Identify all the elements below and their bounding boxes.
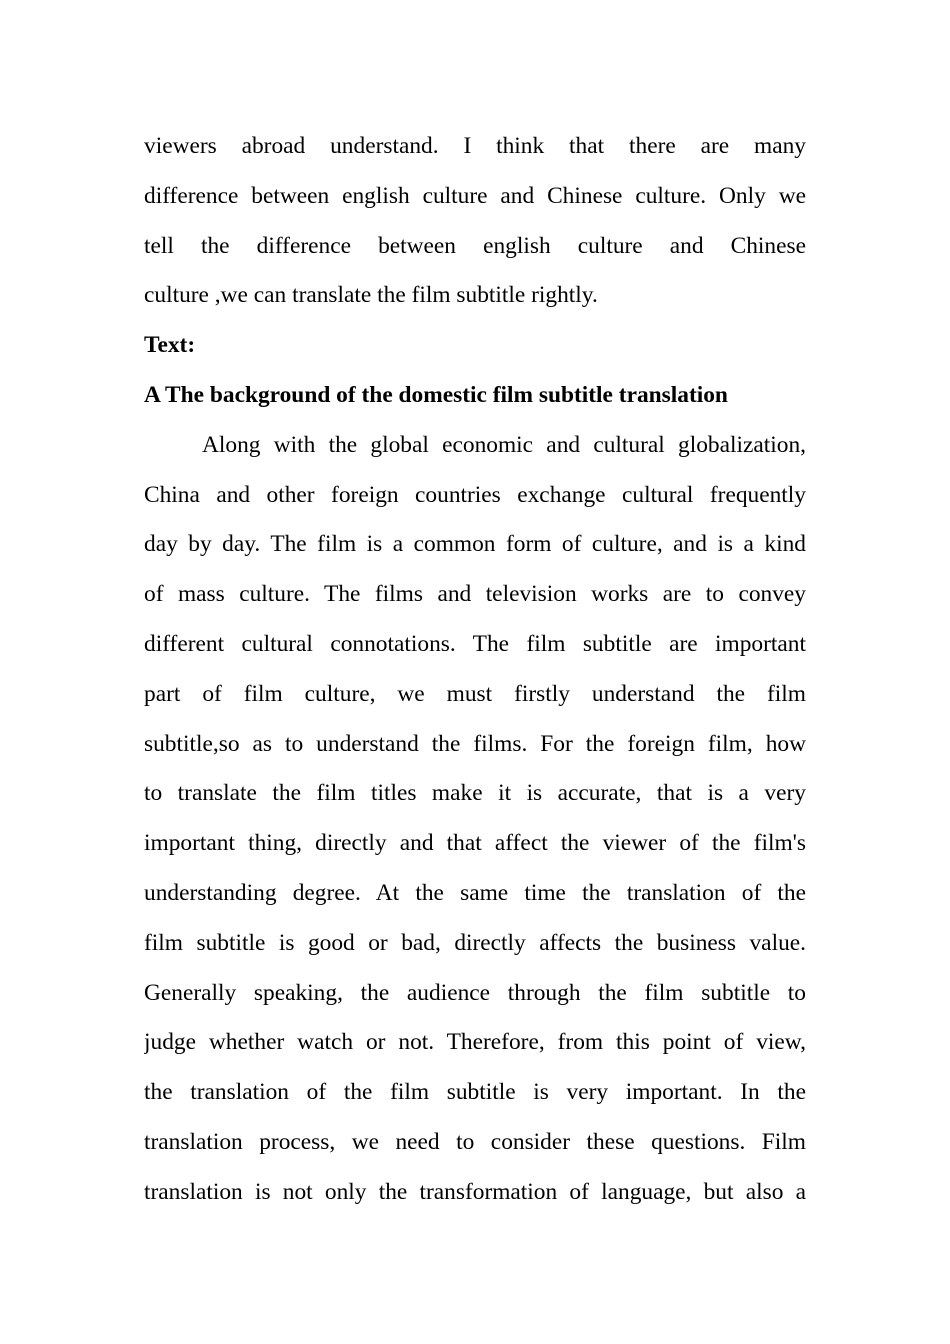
intro-line: culture ,we can translate the film subtitle rightly. [144, 282, 598, 309]
body-line: different cultural connotations. The film subtitle are important [144, 630, 806, 657]
intro-line: tell the difference between english culture and Chinese [144, 232, 806, 259]
body-line: Along with the global economic and cultural globalization, [202, 431, 806, 458]
intro-line: difference between english culture and Chinese culture. Only we [144, 182, 806, 209]
intro-line: viewers abroad understand. I think that there are many [144, 133, 806, 159]
body-line: part of film culture, we must firstly understand the film [144, 680, 806, 707]
body-line: film subtitle is good or bad, directly affects the business value. [144, 929, 806, 956]
body-line: understanding degree. At the same time the translation of the [144, 879, 806, 906]
section-heading: A The background of the domestic film subtitle translation [144, 381, 728, 408]
body-line: of mass culture. The films and television works are to convey [144, 581, 806, 608]
body-line: day by day. The film is a common form of culture, and is a kind [144, 531, 806, 558]
body-line: translation is not only the transformation of language, but also a [144, 1178, 806, 1205]
document-page [144, 122, 806, 1218]
body-line: Generally speaking, the audience through the film subtitle to [144, 979, 806, 1006]
body-line: judge whether watch or not. Therefore, from this point of view, [144, 1029, 806, 1056]
body-line: subtitle,so as to understand the films. For the foreign film, how [144, 730, 806, 757]
body-line: translation process, we need to consider these questions. Film [144, 1128, 806, 1155]
body-line: China and other foreign countries exchange cultural frequently [144, 481, 806, 508]
body-line: important thing, directly and that affect the viewer of the film's [144, 830, 806, 857]
body-line: the translation of the film subtitle is very important. In the [144, 1079, 806, 1106]
body-line: to translate the film titles make it is accurate, that is a very [144, 780, 806, 807]
text-label: Text: [144, 332, 196, 359]
